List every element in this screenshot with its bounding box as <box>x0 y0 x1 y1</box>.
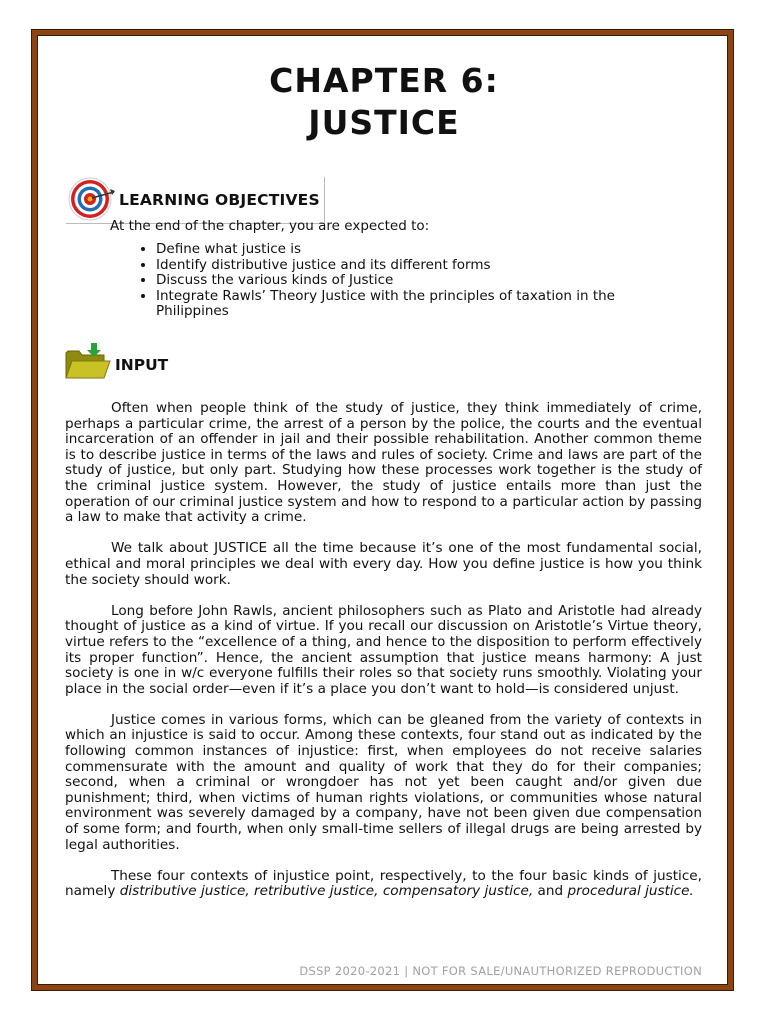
list-item: • Discuss the various kinds of Justice <box>156 273 676 289</box>
chapter-number: CHAPTER 6: <box>269 61 499 100</box>
folder-download-icon <box>64 341 112 381</box>
chapter-name: JUSTICE <box>308 103 460 142</box>
list-item: • Integrate Rawls’ Theory Justice with the principles of taxation in the Philippines <box>156 289 676 320</box>
learning-objectives-header <box>66 177 325 224</box>
footer-text: DSSP 2020-2021 | NOT FOR SALE/UNAUTHORIZED REPRODUCTION <box>299 964 702 978</box>
paragraph: Often when people think of the study of justice, they think immediately of crime, perhaps a particular crime, the arrest of a person by the police, the courts and the eventual incarceration of an offender in jail and their possible rehabilitation. Another common theme is to describe justice in terms of the laws and rules of society. Crime and laws are part of the study of justice, but only part. Studying how these processes work together is the study of the criminal justice system. However, the study of justice entails more than just the operation of our criminal justice system and how to respond to a particular action by passing a law to make that activity a crime. <box>65 400 702 526</box>
list-item: • Identify distributive justice and its different forms <box>156 258 676 274</box>
paragraph: Justice comes in various forms, which can be gleaned from the variety of contexts in which an injustice is said to occur. Among these contexts, four stand out as indicated by the following common instances of injustice: first, when employees do not receive salaries commensurate with the amount and quality of work that they do for their companies; second, when a criminal or wrongdoer has not yet been caught and/or given due punishment; third, when victims of human rights violations, or communities whose natural environment was severely damaged by a company, have not been given due compensation of some form; and fourth, when only small-time sellers of illegal drugs are being arrested by legal authorities. <box>65 711 702 853</box>
objectives-list <box>134 242 676 320</box>
conjunction: and <box>533 883 568 900</box>
body-text <box>65 401 702 916</box>
justice-kind-last: procedural justice. <box>567 883 694 900</box>
paragraph-lead: These four contexts of injustice point, respectively, to the four basic kinds of justice, namely <box>65 867 702 900</box>
paragraph <box>65 869 702 900</box>
list-item: • Define what justice is <box>156 242 676 258</box>
objectives-intro: At the end of the chapter, you are expected to: <box>110 218 430 234</box>
learning-objectives-label: LEARNING OBJECTIVES <box>119 191 320 209</box>
paragraph: Long before John Rawls, ancient philosophers such as Plato and Aristotle had already thought of justice as a kind of virtue. If you recall our discussion on Aristotle’s Virtue theory, virtue refers to the “excellence of a thing, and hence to the disposition to perform effectively its proper function”. Hence, the ancient assumption that justice means harmony: A just society is one in w/c everyone fulfills their roles so that society runs smoothly. Violating your place in the social order—even if it’s a place you don’t want to hold—is considered unjust. <box>65 602 702 697</box>
input-label: INPUT <box>115 356 169 374</box>
justice-kinds: distributive justice, retributive justice, compensatory justice, <box>119 883 534 900</box>
chapter-title <box>0 60 768 144</box>
paragraph: We talk about JUSTICE all the time because it’s one of the most fundamental social, ethical and moral principles we deal with every day. How you define justice is how you think the society should work. <box>65 540 702 588</box>
target-icon <box>66 177 116 223</box>
input-header <box>64 341 184 381</box>
